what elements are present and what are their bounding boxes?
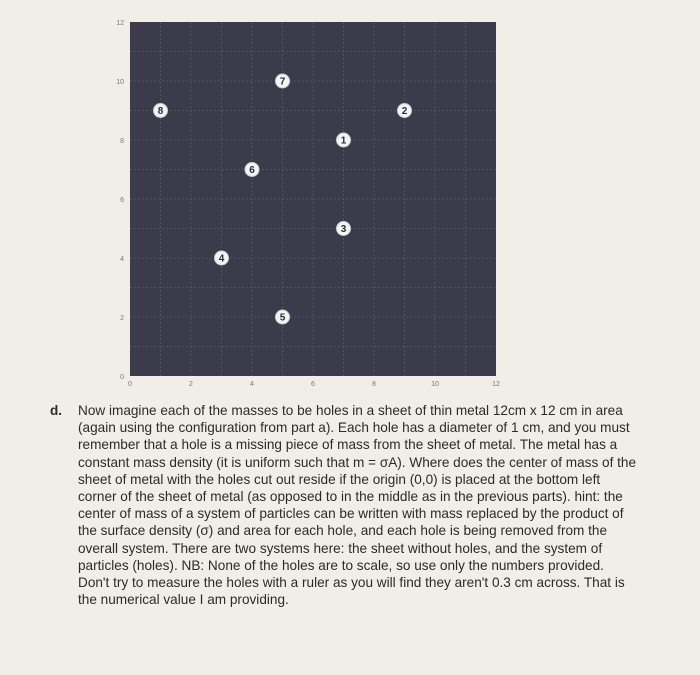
x-tick-label: 12	[492, 381, 500, 388]
y-tick-label: 4	[120, 256, 124, 263]
point-label-6: 6	[249, 165, 255, 176]
y-tick-label: 0	[120, 374, 124, 381]
question-label: d.	[50, 403, 63, 418]
point-label-2: 2	[401, 106, 408, 117]
question-d	[50, 402, 638, 608]
y-tick-label: 6	[120, 197, 124, 204]
y-tick-label: 10	[116, 79, 124, 86]
point-label-5: 5	[279, 312, 286, 324]
x-tick-label: 6	[311, 381, 315, 388]
x-tick-label: 2	[189, 381, 193, 388]
x-tick-label: 4	[250, 381, 254, 388]
point-label-7: 7	[279, 76, 286, 88]
point-label-3: 3	[340, 224, 347, 235]
y-tick-label: 8	[120, 138, 124, 145]
x-tick-label: 8	[372, 381, 376, 388]
point-label-8: 8	[157, 106, 164, 117]
x-tick-label: 0	[128, 381, 132, 388]
question-text: Now imagine each of the masses to be holes in a sheet of thin metal 12cm x 12 cm in area (again using the configuration from part a). Each hole has a diameter of 1 cm, and you must remember that a hole is a missing piece of mass from the sheet of metal. The metal has a constant mass density (it is uniform such that m = σA). Where does the center of mass of the sheet of metal with the holes cut out reside if the origin (0,0) is placed at the bottom left corner of the sheet of metal (as opposed to in the middle as in the previous parts). hint: the center of mass of a system of particles can be written with mass replaced by the product of the surface density (σ) and area for each hole, and each hole is being removed from the overall system. There are two systems here: the sheet without holes, and the system of particles (holes). NB: None of the holes are to scale, so use only the numbers provided. Don't try to measure the holes with a ruler as you will find they aren't 0.3 cm across. That is the numerical value I am providing.	[78, 403, 637, 608]
x-tick-label: 10	[431, 381, 439, 388]
point-label-4: 4	[218, 253, 225, 265]
y-tick-label: 2	[120, 315, 124, 322]
y-tick-label: 12	[116, 20, 124, 27]
point-label-1: 1	[340, 135, 347, 147]
